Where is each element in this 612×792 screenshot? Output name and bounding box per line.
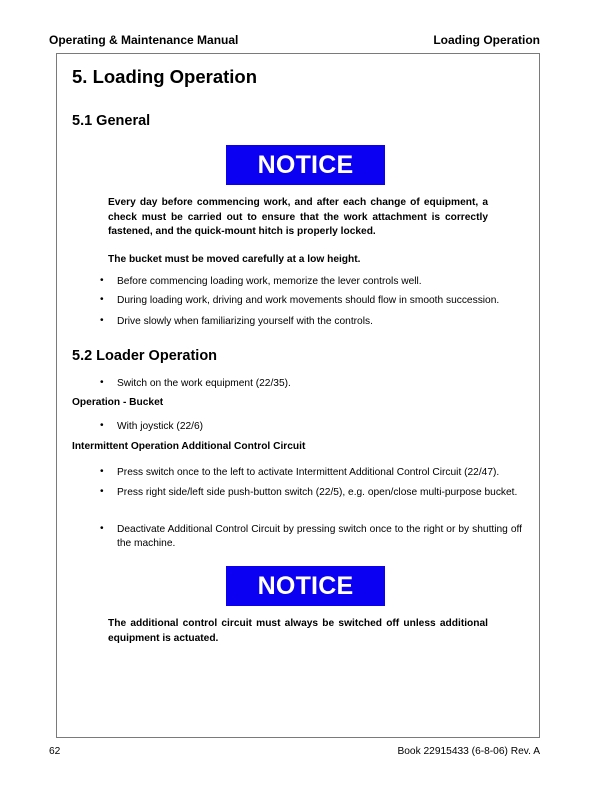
section-heading-loader: 5.2 Loader Operation bbox=[72, 348, 218, 364]
list-item: Press right side/left side push-button switch (22/5), e.g. open/close multi-purpose bucket. bbox=[117, 487, 518, 498]
notice-text-general bbox=[108, 196, 488, 267]
subheading-intermittent: Intermittent Operation Additional Control Circuit bbox=[72, 441, 306, 452]
bullet-marker: • bbox=[100, 315, 104, 326]
notice-banner-loader: NOTICE bbox=[226, 566, 385, 606]
bullet-marker: • bbox=[100, 294, 104, 305]
list-item: Drive slowly when familiarizing yourself with the controls. bbox=[117, 316, 373, 327]
section-heading-general: 5.1 General bbox=[72, 113, 151, 129]
list-item: During loading work, driving and work movements should flow in smooth succession. bbox=[117, 295, 500, 306]
list-item: Deactivate Additional Control Circuit by pressing switch once to the right or by shutting off the machine. bbox=[117, 524, 522, 549]
page-title: 5. Loading Operation bbox=[72, 66, 258, 87]
list-item: Before commencing loading work, memorize the lever controls well. bbox=[117, 276, 422, 287]
notice-text-loader: The additional control circuit must always be switched off unless additional equipment is actuated. bbox=[108, 618, 488, 644]
bullet-marker: • bbox=[100, 466, 104, 477]
notice-paragraph-bucket: The bucket must be moved carefully at a low height. bbox=[108, 253, 361, 265]
list-item: Switch on the work equipment (22/35). bbox=[117, 378, 291, 389]
subheading-bucket: Operation - Bucket bbox=[72, 397, 164, 408]
notice-banner-general: NOTICE bbox=[226, 145, 385, 185]
list-item: With joystick (22/6) bbox=[117, 421, 204, 432]
bullet-marker: • bbox=[100, 486, 104, 497]
header-section-title: Loading Operation bbox=[433, 33, 540, 47]
notice-paragraph-attachment: Every day before commencing work, and after each change of equipment, a check must be carried out to ensure that the work attachment is correctly fastened, and the quick-mount hitch is properly locked. bbox=[108, 197, 488, 237]
bullet-marker: • bbox=[100, 275, 104, 286]
book-reference: Book 22915433 (6-8-06) Rev. A bbox=[397, 746, 540, 757]
page-number: 62 bbox=[49, 746, 61, 757]
list-item: Press switch once to the left to activate Intermittent Additional Control Circuit (22/47). bbox=[117, 467, 500, 478]
bullet-marker: • bbox=[100, 377, 104, 388]
header-manual-title: Operating & Maintenance Manual bbox=[49, 33, 239, 47]
bullet-marker: • bbox=[100, 523, 104, 534]
bullet-marker: • bbox=[100, 420, 104, 431]
